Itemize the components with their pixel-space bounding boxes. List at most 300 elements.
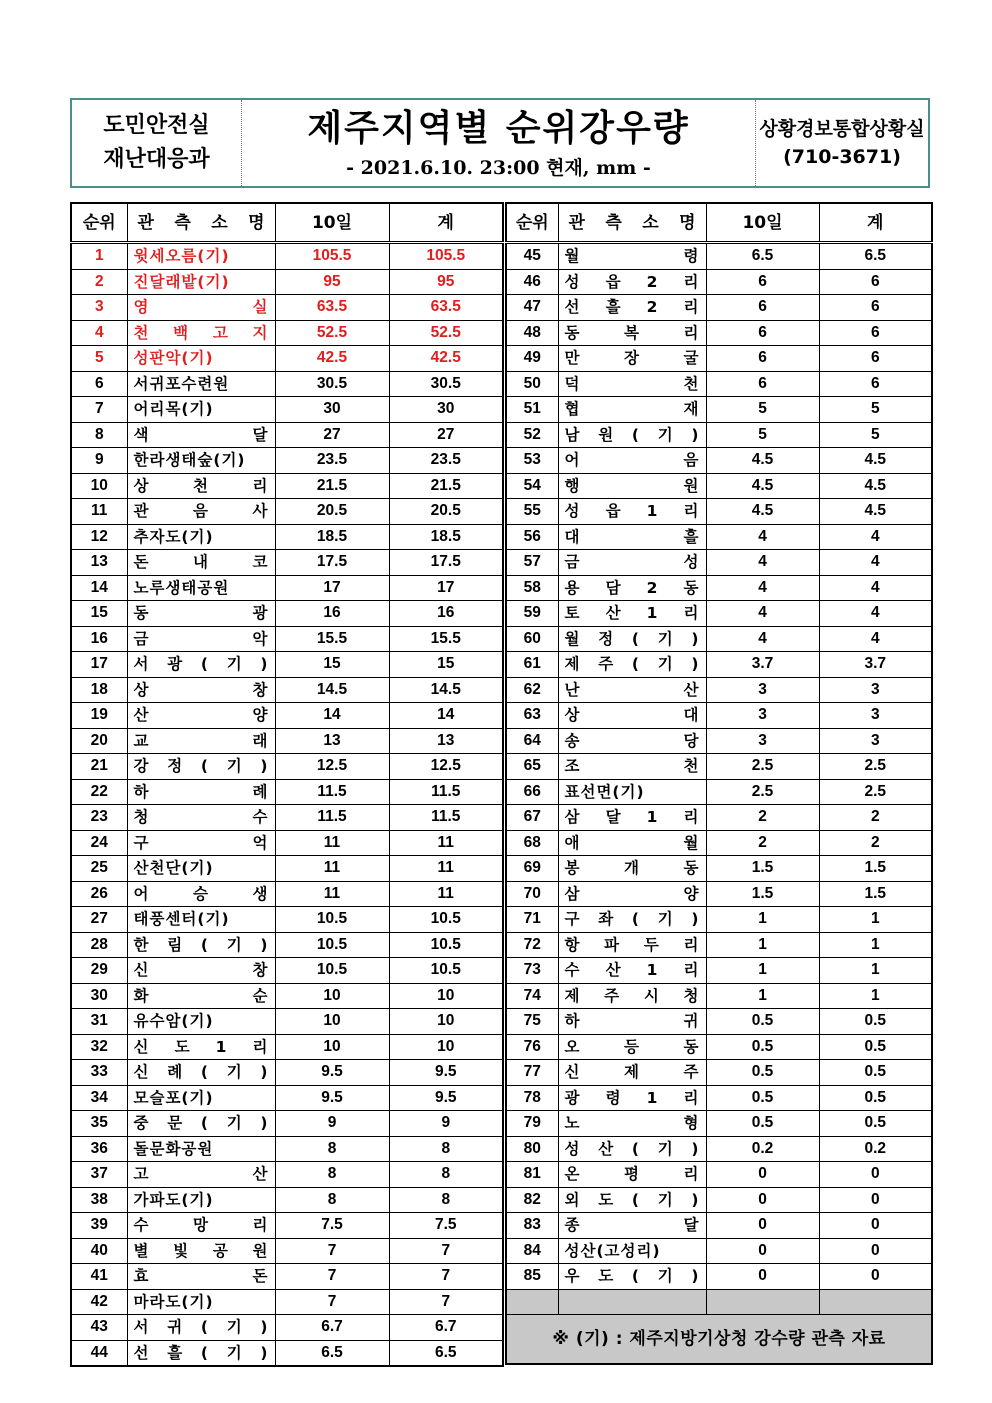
total-rainfall-cell: 15: [389, 652, 503, 678]
day-rainfall-cell: 27: [275, 422, 389, 448]
total-rainfall-cell: 52.5: [389, 320, 503, 346]
table-row: [506, 881, 932, 907]
total-rainfall-cell: 0.5: [819, 1111, 932, 1137]
rank-cell: 59: [506, 601, 558, 627]
total-rainfall-cell: 6: [819, 346, 932, 372]
table-row: [506, 703, 932, 729]
rank-cell: 31: [71, 1009, 127, 1035]
day-rainfall-cell: 11: [275, 856, 389, 882]
rank-cell: 51: [506, 397, 558, 423]
station-name-cell: 구 좌 ( 기 ): [558, 907, 706, 933]
station-name-cell: 효 돈: [127, 1264, 275, 1290]
table-row: [71, 958, 503, 984]
station-name-cell: 제 주 ( 기 ): [558, 652, 706, 678]
col-station-header: 관 측 소 명: [127, 203, 275, 243]
station-name-cell: 선 흘 2 리: [558, 295, 706, 321]
station-name-cell: 표선면(기): [558, 779, 706, 805]
table-row: [71, 1034, 503, 1060]
rank-cell: 12: [71, 524, 127, 550]
day-rainfall-cell: 13: [275, 728, 389, 754]
rank-cell: 70: [506, 881, 558, 907]
total-rainfall-cell: 0: [819, 1187, 932, 1213]
day-rainfall-cell: 6.5: [275, 1340, 389, 1366]
day-rainfall-cell: 6.5: [706, 243, 819, 270]
department-block: [72, 100, 242, 186]
station-name-cell: 남 원 ( 기 ): [558, 422, 706, 448]
rank-cell: 6: [71, 371, 127, 397]
total-rainfall-cell: 4.5: [819, 448, 932, 474]
table-row: [71, 1213, 503, 1239]
total-rainfall-cell: 1: [819, 907, 932, 933]
rank-cell: 11: [71, 499, 127, 525]
total-rainfall-cell: 13: [389, 728, 503, 754]
total-rainfall-cell: 0: [819, 1238, 932, 1264]
table-row: [506, 728, 932, 754]
footnote-text: ※ (기) : 제주지방기상청 강수량 관측 자료: [506, 1315, 932, 1365]
col-day-header: 10일: [275, 203, 389, 243]
table-row: [71, 473, 503, 499]
day-rainfall-cell: 4: [706, 601, 819, 627]
rank-cell: 54: [506, 473, 558, 499]
rank-cell: 57: [506, 550, 558, 576]
total-rainfall-cell: 2: [819, 805, 932, 831]
total-rainfall-cell: 10: [389, 983, 503, 1009]
table-row: [506, 677, 932, 703]
station-name-cell: 윗세오름(기): [127, 243, 275, 270]
day-rainfall-cell: 1: [706, 907, 819, 933]
total-rainfall-cell: 9.5: [389, 1060, 503, 1086]
day-rainfall-cell: 0.5: [706, 1034, 819, 1060]
day-rainfall-cell: 95: [275, 269, 389, 295]
day-rainfall-cell: 6: [706, 269, 819, 295]
rank-cell: 66: [506, 779, 558, 805]
day-rainfall-cell: 8: [275, 1136, 389, 1162]
table-row: [71, 601, 503, 627]
station-name-cell: 서 광 ( 기 ): [127, 652, 275, 678]
station-name-cell: 산 양: [127, 703, 275, 729]
total-rainfall-cell: 6: [819, 320, 932, 346]
station-name-cell: 금 악: [127, 626, 275, 652]
rank-cell: 82: [506, 1187, 558, 1213]
station-name-cell: 어리목(기): [127, 397, 275, 423]
day-rainfall-cell: 2.5: [706, 779, 819, 805]
total-rainfall-cell: 12.5: [389, 754, 503, 780]
station-name-cell: 선 흘 ( 기 ): [127, 1340, 275, 1366]
station-name-cell: 돌문화공원: [127, 1136, 275, 1162]
table-row: [71, 397, 503, 423]
rank-cell: 63: [506, 703, 558, 729]
col-total-header: 계: [389, 203, 503, 243]
rank-cell: 44: [71, 1340, 127, 1366]
station-name-cell: 별 빛 공 원: [127, 1238, 275, 1264]
rank-cell: 60: [506, 626, 558, 652]
station-name-cell: 상 천 리: [127, 473, 275, 499]
station-name-cell: 유수암(기): [127, 1009, 275, 1035]
table-row: [71, 1009, 503, 1035]
rank-cell: 25: [71, 856, 127, 882]
station-name-cell: 천 백 고 지: [127, 320, 275, 346]
total-rainfall-cell: 1: [819, 983, 932, 1009]
day-rainfall-cell: 0: [706, 1187, 819, 1213]
station-name-cell: 항 파 두 리: [558, 932, 706, 958]
table-row: [71, 1187, 503, 1213]
day-rainfall-cell: 23.5: [275, 448, 389, 474]
station-name-cell: 노루생태공원: [127, 575, 275, 601]
station-name-cell: 진달래밭(기): [127, 269, 275, 295]
day-rainfall-cell: 0: [706, 1264, 819, 1290]
total-rainfall-cell: 6: [819, 371, 932, 397]
total-rainfall-cell: 15.5: [389, 626, 503, 652]
rank-cell: 55: [506, 499, 558, 525]
station-name-cell: 신 창: [127, 958, 275, 984]
table-row: [506, 856, 932, 882]
day-rainfall-cell: 16: [275, 601, 389, 627]
rank-cell: 20: [71, 728, 127, 754]
total-rainfall-cell: 10.5: [389, 932, 503, 958]
rank-cell: 45: [506, 243, 558, 270]
day-rainfall-cell: 10: [275, 1009, 389, 1035]
rank-cell: 67: [506, 805, 558, 831]
station-name-cell: 강 정 ( 기 ): [127, 754, 275, 780]
day-rainfall-cell: 0.5: [706, 1009, 819, 1035]
rank-cell: 29: [71, 958, 127, 984]
rank-cell: 39: [71, 1213, 127, 1239]
table-row: [71, 830, 503, 856]
day-rainfall-cell: 1.5: [706, 881, 819, 907]
table-row: [506, 575, 932, 601]
rank-cell: 3: [71, 295, 127, 321]
rank-cell: 80: [506, 1136, 558, 1162]
rank-cell: 84: [506, 1238, 558, 1264]
station-name-cell: 구 억: [127, 830, 275, 856]
day-rainfall-cell: 11: [275, 830, 389, 856]
day-rainfall-cell: 6: [706, 371, 819, 397]
total-rainfall-cell: 6: [819, 269, 932, 295]
rank-cell: 13: [71, 550, 127, 576]
day-rainfall-cell: 4: [706, 550, 819, 576]
station-name-cell: 중 문 ( 기 ): [127, 1111, 275, 1137]
rank-cell: 53: [506, 448, 558, 474]
rank-cell: 22: [71, 779, 127, 805]
table-row: [71, 499, 503, 525]
footnote-row: [506, 1315, 932, 1365]
table-row: [71, 1162, 503, 1188]
station-name-cell: 덕 천: [558, 371, 706, 397]
table-row: [506, 932, 932, 958]
total-rainfall-cell: 11.5: [389, 779, 503, 805]
rank-cell: 41: [71, 1264, 127, 1290]
total-rainfall-cell: 7: [389, 1264, 503, 1290]
total-rainfall-cell: 105.5: [389, 243, 503, 270]
empty-cell: [506, 1289, 558, 1315]
total-rainfall-cell: 63.5: [389, 295, 503, 321]
table-row: [506, 958, 932, 984]
total-rainfall-cell: 14: [389, 703, 503, 729]
table-header-row: [506, 203, 932, 243]
table-row: [71, 1289, 503, 1315]
table-row: [506, 295, 932, 321]
table-row: [506, 371, 932, 397]
total-rainfall-cell: 1.5: [819, 856, 932, 882]
total-rainfall-cell: 8: [389, 1162, 503, 1188]
day-rainfall-cell: 15: [275, 652, 389, 678]
table-row: [506, 397, 932, 423]
station-name-cell: 돈 내 코: [127, 550, 275, 576]
total-rainfall-cell: 0: [819, 1213, 932, 1239]
total-rainfall-cell: 4: [819, 601, 932, 627]
day-rainfall-cell: 17.5: [275, 550, 389, 576]
station-name-cell: 송 당: [558, 728, 706, 754]
table-row: [71, 1060, 503, 1086]
total-rainfall-cell: 5: [819, 397, 932, 423]
rank-cell: 36: [71, 1136, 127, 1162]
rainfall-table-right: [505, 202, 933, 1365]
table-row: [71, 422, 503, 448]
total-rainfall-cell: 2: [819, 830, 932, 856]
total-rainfall-cell: 6.5: [819, 243, 932, 270]
day-rainfall-cell: 2.5: [706, 754, 819, 780]
total-rainfall-cell: 0.5: [819, 1009, 932, 1035]
total-rainfall-cell: 7.5: [389, 1213, 503, 1239]
table-row: [506, 1009, 932, 1035]
station-name-cell: 동 복 리: [558, 320, 706, 346]
total-rainfall-cell: 3: [819, 703, 932, 729]
table-row: [506, 1162, 932, 1188]
day-rainfall-cell: 3: [706, 703, 819, 729]
station-name-cell: 청 수: [127, 805, 275, 831]
day-rainfall-cell: 9: [275, 1111, 389, 1137]
station-name-cell: 어 승 생: [127, 881, 275, 907]
table-row: [506, 320, 932, 346]
rank-cell: 61: [506, 652, 558, 678]
total-rainfall-cell: 6.5: [389, 1340, 503, 1366]
day-rainfall-cell: 10.5: [275, 958, 389, 984]
table-row: [506, 983, 932, 1009]
total-rainfall-cell: 1: [819, 958, 932, 984]
day-rainfall-cell: 8: [275, 1162, 389, 1188]
day-rainfall-cell: 42.5: [275, 346, 389, 372]
total-rainfall-cell: 95: [389, 269, 503, 295]
rank-cell: 35: [71, 1111, 127, 1137]
station-name-cell: 행 원: [558, 473, 706, 499]
col-total-header: 계: [819, 203, 932, 243]
rank-cell: 4: [71, 320, 127, 346]
station-name-cell: 노 형: [558, 1111, 706, 1137]
station-name-cell: 산천단(기): [127, 856, 275, 882]
station-name-cell: 신 제 주: [558, 1060, 706, 1086]
day-rainfall-cell: 4.5: [706, 499, 819, 525]
day-rainfall-cell: 21.5: [275, 473, 389, 499]
total-rainfall-cell: 17: [389, 575, 503, 601]
division-name: 재난대응과: [103, 147, 210, 172]
station-name-cell: 봉 개 동: [558, 856, 706, 882]
station-name-cell: 성 산 ( 기 ): [558, 1136, 706, 1162]
rank-cell: 52: [506, 422, 558, 448]
day-rainfall-cell: 10.5: [275, 932, 389, 958]
day-rainfall-cell: 1.5: [706, 856, 819, 882]
table-row: [71, 320, 503, 346]
total-rainfall-cell: 0.2: [819, 1136, 932, 1162]
total-rainfall-cell: 11: [389, 856, 503, 882]
station-name-cell: 삼 양: [558, 881, 706, 907]
total-rainfall-cell: 3: [819, 677, 932, 703]
table-row: [506, 550, 932, 576]
rank-cell: 40: [71, 1238, 127, 1264]
table-row: [71, 703, 503, 729]
rank-cell: 8: [71, 422, 127, 448]
day-rainfall-cell: 6: [706, 346, 819, 372]
station-name-cell: 광 령 1 리: [558, 1085, 706, 1111]
day-rainfall-cell: 3: [706, 677, 819, 703]
station-name-cell: 서귀포수련원: [127, 371, 275, 397]
table-row: [506, 907, 932, 933]
total-rainfall-cell: 4: [819, 575, 932, 601]
office-name: 상황경보통합상황실: [759, 118, 925, 140]
station-name-cell: 오 등 동: [558, 1034, 706, 1060]
table-row: [71, 779, 503, 805]
rank-cell: 18: [71, 677, 127, 703]
total-rainfall-cell: 11.5: [389, 805, 503, 831]
total-rainfall-cell: 4: [819, 524, 932, 550]
day-rainfall-cell: 6: [706, 320, 819, 346]
station-name-cell: 태풍센터(기): [127, 907, 275, 933]
total-rainfall-cell: 0.5: [819, 1034, 932, 1060]
station-name-cell: 한라생태숲(기): [127, 448, 275, 474]
total-rainfall-cell: 11: [389, 881, 503, 907]
table-row: [506, 243, 932, 270]
col-rank-header: 순위: [506, 203, 558, 243]
station-name-cell: 외 도 ( 기 ): [558, 1187, 706, 1213]
day-rainfall-cell: 0: [706, 1238, 819, 1264]
rank-cell: 49: [506, 346, 558, 372]
rank-cell: 71: [506, 907, 558, 933]
station-name-cell: 신 례 ( 기 ): [127, 1060, 275, 1086]
table-row: [71, 346, 503, 372]
station-name-cell: 삼 달 1 리: [558, 805, 706, 831]
total-rainfall-cell: 5: [819, 422, 932, 448]
total-rainfall-cell: 30: [389, 397, 503, 423]
station-name-cell: 용 담 2 동: [558, 575, 706, 601]
total-rainfall-cell: 1: [819, 932, 932, 958]
table-row: [506, 601, 932, 627]
total-rainfall-cell: 4: [819, 626, 932, 652]
day-rainfall-cell: 1: [706, 983, 819, 1009]
station-name-cell: 온 평 리: [558, 1162, 706, 1188]
station-name-cell: 서 귀 ( 기 ): [127, 1315, 275, 1341]
total-rainfall-cell: 0.5: [819, 1085, 932, 1111]
station-name-cell: 가파도(기): [127, 1187, 275, 1213]
document-subtitle: - 2021.6.10. 23:00 현재, mm -: [346, 156, 651, 179]
table-row: [506, 805, 932, 831]
total-rainfall-cell: 30.5: [389, 371, 503, 397]
rank-cell: 85: [506, 1264, 558, 1290]
table-header-row: [71, 203, 503, 243]
table-row: [71, 1340, 503, 1366]
day-rainfall-cell: 9.5: [275, 1060, 389, 1086]
station-name-cell: 토 산 1 리: [558, 601, 706, 627]
station-name-cell: 난 산: [558, 677, 706, 703]
day-rainfall-cell: 0.5: [706, 1060, 819, 1086]
table-row: [506, 422, 932, 448]
table-row: [71, 575, 503, 601]
day-rainfall-cell: 12.5: [275, 754, 389, 780]
rank-cell: 77: [506, 1060, 558, 1086]
total-rainfall-cell: 2.5: [819, 779, 932, 805]
station-name-cell: 수 망 리: [127, 1213, 275, 1239]
day-rainfall-cell: 4: [706, 626, 819, 652]
total-rainfall-cell: 7: [389, 1289, 503, 1315]
table-row: [71, 1085, 503, 1111]
station-name-cell: 성판악(기): [127, 346, 275, 372]
total-rainfall-cell: 23.5: [389, 448, 503, 474]
table-row: [506, 473, 932, 499]
day-rainfall-cell: 7: [275, 1264, 389, 1290]
table-row: [71, 371, 503, 397]
station-name-cell: 마라도(기): [127, 1289, 275, 1315]
day-rainfall-cell: 1: [706, 958, 819, 984]
day-rainfall-cell: 9.5: [275, 1085, 389, 1111]
table-row: [71, 728, 503, 754]
station-name-cell: 관 음 사: [127, 499, 275, 525]
station-name-cell: 월 령: [558, 243, 706, 270]
total-rainfall-cell: 9.5: [389, 1085, 503, 1111]
day-rainfall-cell: 4: [706, 575, 819, 601]
day-rainfall-cell: 4.5: [706, 473, 819, 499]
table-row: [71, 754, 503, 780]
table-row: [71, 983, 503, 1009]
rank-cell: 76: [506, 1034, 558, 1060]
rank-cell: 1: [71, 243, 127, 270]
station-name-cell: 성 읍 2 리: [558, 269, 706, 295]
rank-cell: 7: [71, 397, 127, 423]
contact-block: [756, 100, 928, 186]
table-row: [506, 346, 932, 372]
total-rainfall-cell: 21.5: [389, 473, 503, 499]
station-name-cell: 고 산: [127, 1162, 275, 1188]
rank-cell: 33: [71, 1060, 127, 1086]
day-rainfall-cell: 0: [706, 1213, 819, 1239]
table-row: [506, 1213, 932, 1239]
day-rainfall-cell: 8: [275, 1187, 389, 1213]
day-rainfall-cell: 20.5: [275, 499, 389, 525]
table-row: [506, 626, 932, 652]
rank-cell: 19: [71, 703, 127, 729]
total-rainfall-cell: 4.5: [819, 499, 932, 525]
day-rainfall-cell: 11: [275, 881, 389, 907]
total-rainfall-cell: 14.5: [389, 677, 503, 703]
station-name-cell: 모슬포(기): [127, 1085, 275, 1111]
rank-cell: 10: [71, 473, 127, 499]
table-row: [506, 652, 932, 678]
day-rainfall-cell: 105.5: [275, 243, 389, 270]
rank-cell: 38: [71, 1187, 127, 1213]
table-row: [506, 754, 932, 780]
total-rainfall-cell: 3.7: [819, 652, 932, 678]
day-rainfall-cell: 14.5: [275, 677, 389, 703]
station-name-cell: 교 래: [127, 728, 275, 754]
rank-cell: 69: [506, 856, 558, 882]
total-rainfall-cell: 9: [389, 1111, 503, 1137]
document-header: [70, 98, 930, 188]
rank-cell: 47: [506, 295, 558, 321]
rank-cell: 32: [71, 1034, 127, 1060]
table-row: [71, 1111, 503, 1137]
day-rainfall-cell: 0.5: [706, 1111, 819, 1137]
rank-cell: 68: [506, 830, 558, 856]
total-rainfall-cell: 0: [819, 1162, 932, 1188]
table-row: [71, 1136, 503, 1162]
day-rainfall-cell: 1: [706, 932, 819, 958]
